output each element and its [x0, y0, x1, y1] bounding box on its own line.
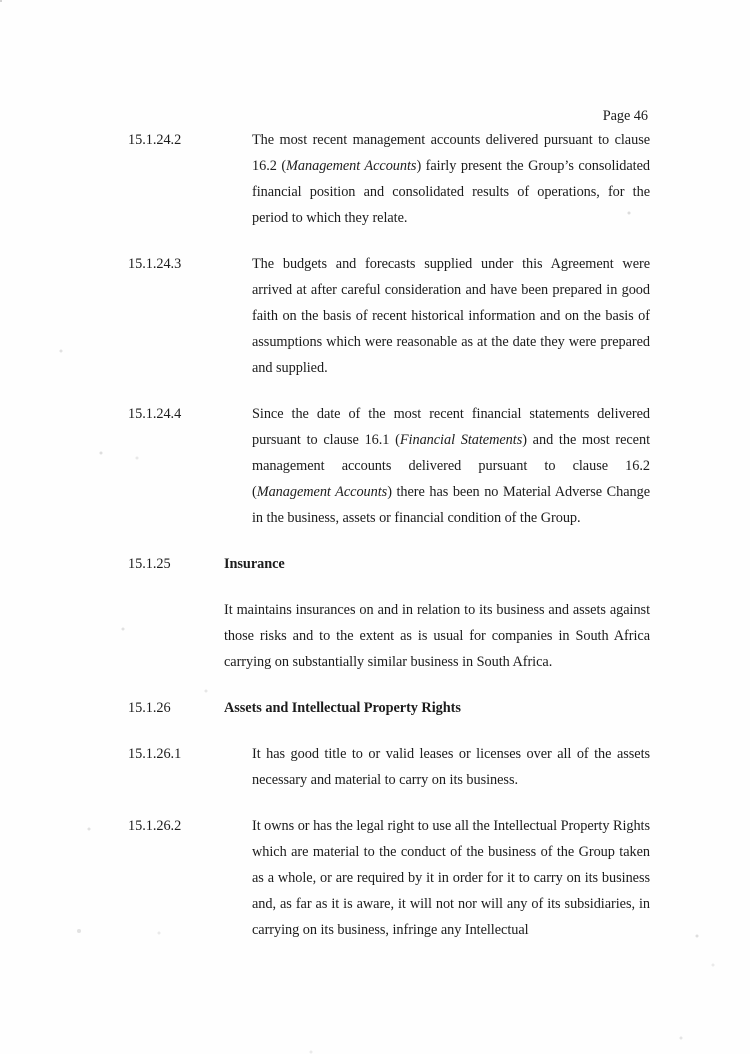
- clause-15-1-24-2: [128, 127, 650, 231]
- clause-15-1-25-body: [128, 597, 650, 675]
- clause-body: It has good title to or valid leases or licenses over all of the assets necessary and material to carry on its business.: [252, 746, 650, 788]
- clause-number: 15.1.26.2: [128, 818, 182, 834]
- clause-number: 15.1.26: [128, 700, 171, 716]
- clause-15-1-24-3: [128, 251, 650, 381]
- document-content: [128, 106, 650, 963]
- page-number: Page 46: [602, 108, 648, 124]
- clause-number: 15.1.26.1: [128, 746, 182, 762]
- clause-15-1-25-heading: [128, 551, 650, 577]
- clause-number: 15.1.24.3: [128, 256, 182, 272]
- clause-heading: Insurance: [224, 556, 285, 572]
- clause-15-1-24-4: [128, 401, 650, 531]
- clause-number: 15.1.25: [128, 556, 171, 572]
- clause-body: It owns or has the legal right to use all the Intellectual Property Rights which are material to the conduct of the business of the Group taken as a whole, or are required by it in order for it to carry on its business and, as far as it is aware, it will not nor will any of its subsidiaries, in carrying on its business, infringe any Intellectual: [252, 818, 650, 938]
- scan-noise: [0, 0, 2, 2]
- clause-body: Since the date of the most recent financial statements delivered pursuant to clause 16.1 (Financial Statements) and the most recent management accounts delivered pursuant to clause 16.2 (Management Accounts) there has been no Material Adverse Change in the business, assets or financial condition of the Group.: [252, 406, 650, 526]
- clause-number: 15.1.24.4: [128, 406, 182, 422]
- clause-heading: Assets and Intellectual Property Rights: [224, 700, 461, 716]
- clause-body: The budgets and forecasts supplied under this Agreement were arrived at after careful consideration and have been prepared in good faith on the basis of recent historical information and on the basis of assumptions which were reasonable as at the date they were prepared and supplied.: [252, 256, 650, 376]
- clause-15-1-26-1: [128, 741, 650, 793]
- clause-15-1-26-2: [128, 813, 650, 943]
- clause-body: The most recent management accounts delivered pursuant to clause 16.2 (Management Accounts) fairly present the Group’s consolidated financial position and consolidated results of operations, for the period to which they relate.: [252, 132, 650, 226]
- clause-15-1-26-heading: [128, 695, 650, 721]
- clause-body: It maintains insurances on and in relation to its business and assets against those risks and to the extent as is usual for companies in South Africa carrying on substantially similar business in South Africa.: [224, 602, 650, 670]
- clause-number: 15.1.24.2: [128, 132, 182, 148]
